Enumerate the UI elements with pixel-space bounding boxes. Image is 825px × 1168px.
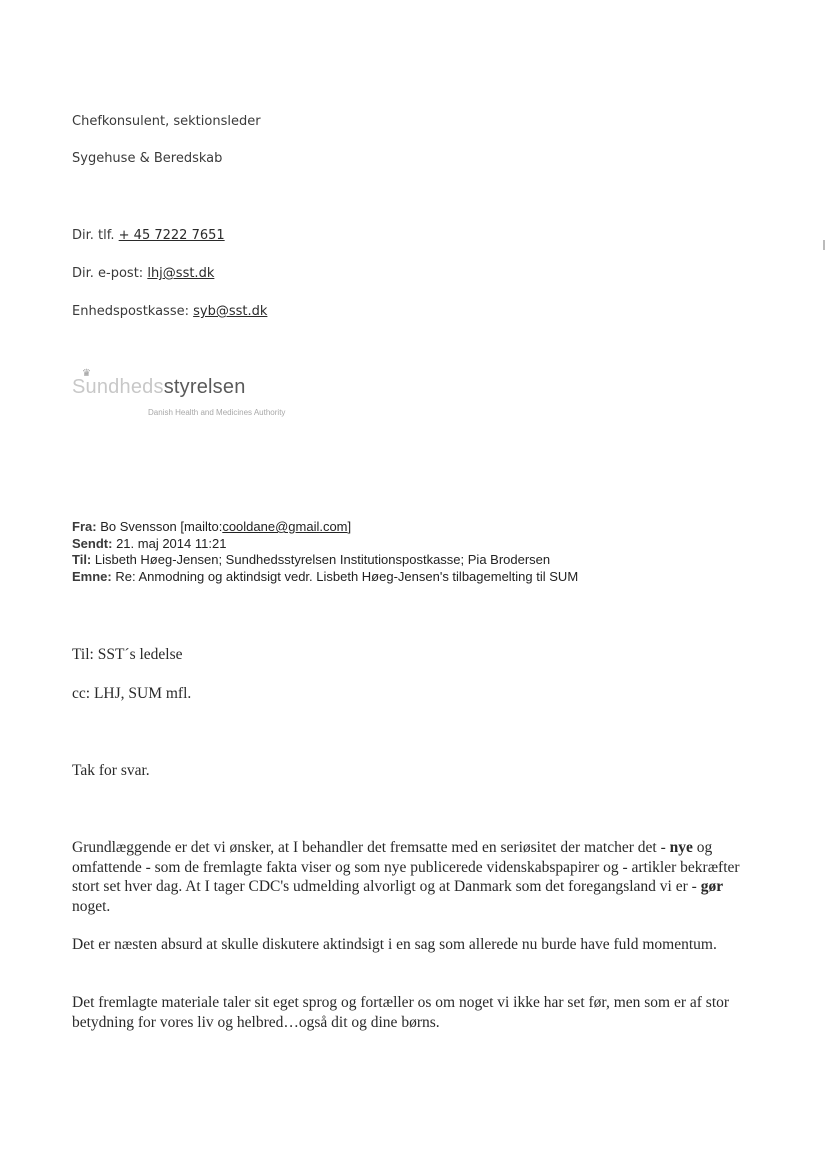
body-thanks: Tak for svar. bbox=[72, 762, 150, 779]
p1-bold-nye: nye bbox=[669, 839, 693, 856]
header-to bbox=[72, 552, 578, 569]
sent-value: 21. maj 2014 11:21 bbox=[116, 535, 227, 551]
signature-email bbox=[72, 266, 214, 281]
logo-tagline: Danish Health and Medicines Authority bbox=[148, 408, 286, 417]
to-label: Til: bbox=[72, 552, 92, 567]
body-paragraph-3: Det fremlagte materiale taler sit eget sprog og fortæller os om noget vi ikke har set før, men som er af stor betydning for vores liv og helbred…også dit og dine børns. bbox=[72, 994, 730, 1031]
from-label: Fra: bbox=[72, 519, 97, 534]
crown-icon: ♛ bbox=[82, 368, 91, 379]
logo-name-part2: styrelsen bbox=[163, 376, 246, 398]
from-value: Bo Svensson [mailto: bbox=[100, 519, 223, 534]
from-email-link[interactable]: cooldane@gmail.com bbox=[222, 519, 348, 534]
p1-text-c: noget. bbox=[72, 897, 111, 915]
signature-title: Chefkonsulent, sektionsleder bbox=[72, 114, 261, 129]
logo-name-part1: Sundheds bbox=[72, 376, 164, 398]
email-header bbox=[72, 519, 578, 585]
sundhedsstyrelsen-logo bbox=[72, 368, 286, 417]
header-subject bbox=[72, 569, 578, 586]
p1-bold-gor: gør bbox=[700, 878, 724, 895]
body-cc-line: cc: LHJ, SUM mfl. bbox=[72, 685, 192, 702]
to-value: Lisbeth Høeg-Jensen; Sundhedsstyrelsen Institutionspostkasse; Pia Brodersen bbox=[94, 552, 551, 567]
p1-text-a: Grundlæggende er det vi ønsker, at I behandler det fremsatte med en seriøsitet der matcher det - bbox=[72, 839, 670, 856]
subject-label: Emne: bbox=[72, 568, 112, 584]
header-from bbox=[72, 519, 578, 536]
email-link[interactable]: lhj@sst.dk bbox=[147, 266, 215, 281]
phone-link[interactable]: + 45 7222 7651 bbox=[118, 228, 225, 243]
signature-phone bbox=[72, 228, 225, 243]
body-to-line: Til: SST´s ledelse bbox=[72, 646, 183, 663]
unit-mailbox-link[interactable]: syb@sst.dk bbox=[193, 304, 268, 319]
signature-department: Sygehuse & Beredskab bbox=[72, 151, 223, 166]
phone-label: Dir. tlf. bbox=[72, 228, 115, 243]
p1-text-b: og omfattende - som de fremlagte fakta viser og som nye publicerede videnskabspapirer og - artikler bekræfter stort set hver dag. At I tager CDC's udmelding alvorligt og at Danmark som det foregangsland vi er - bbox=[72, 839, 740, 895]
unit-mailbox-label: Enhedspostkasse: bbox=[72, 304, 189, 319]
from-end: ] bbox=[347, 519, 352, 534]
sent-label: Sendt: bbox=[72, 535, 113, 551]
email-label: Dir. e-post: bbox=[72, 266, 144, 281]
body-paragraph-1 bbox=[72, 838, 742, 916]
signature-unit-mailbox bbox=[72, 304, 267, 319]
header-sent bbox=[72, 536, 578, 553]
body-paragraph-2: Det er næsten absurd at skulle diskutere aktindsigt i en sag som allerede nu burde have fuld momentum. bbox=[72, 936, 717, 953]
subject-value: Re: Anmodning og aktindsigt vedr. Lisbeth Høeg-Jensen's tilbagemelting til SUM bbox=[115, 568, 579, 584]
